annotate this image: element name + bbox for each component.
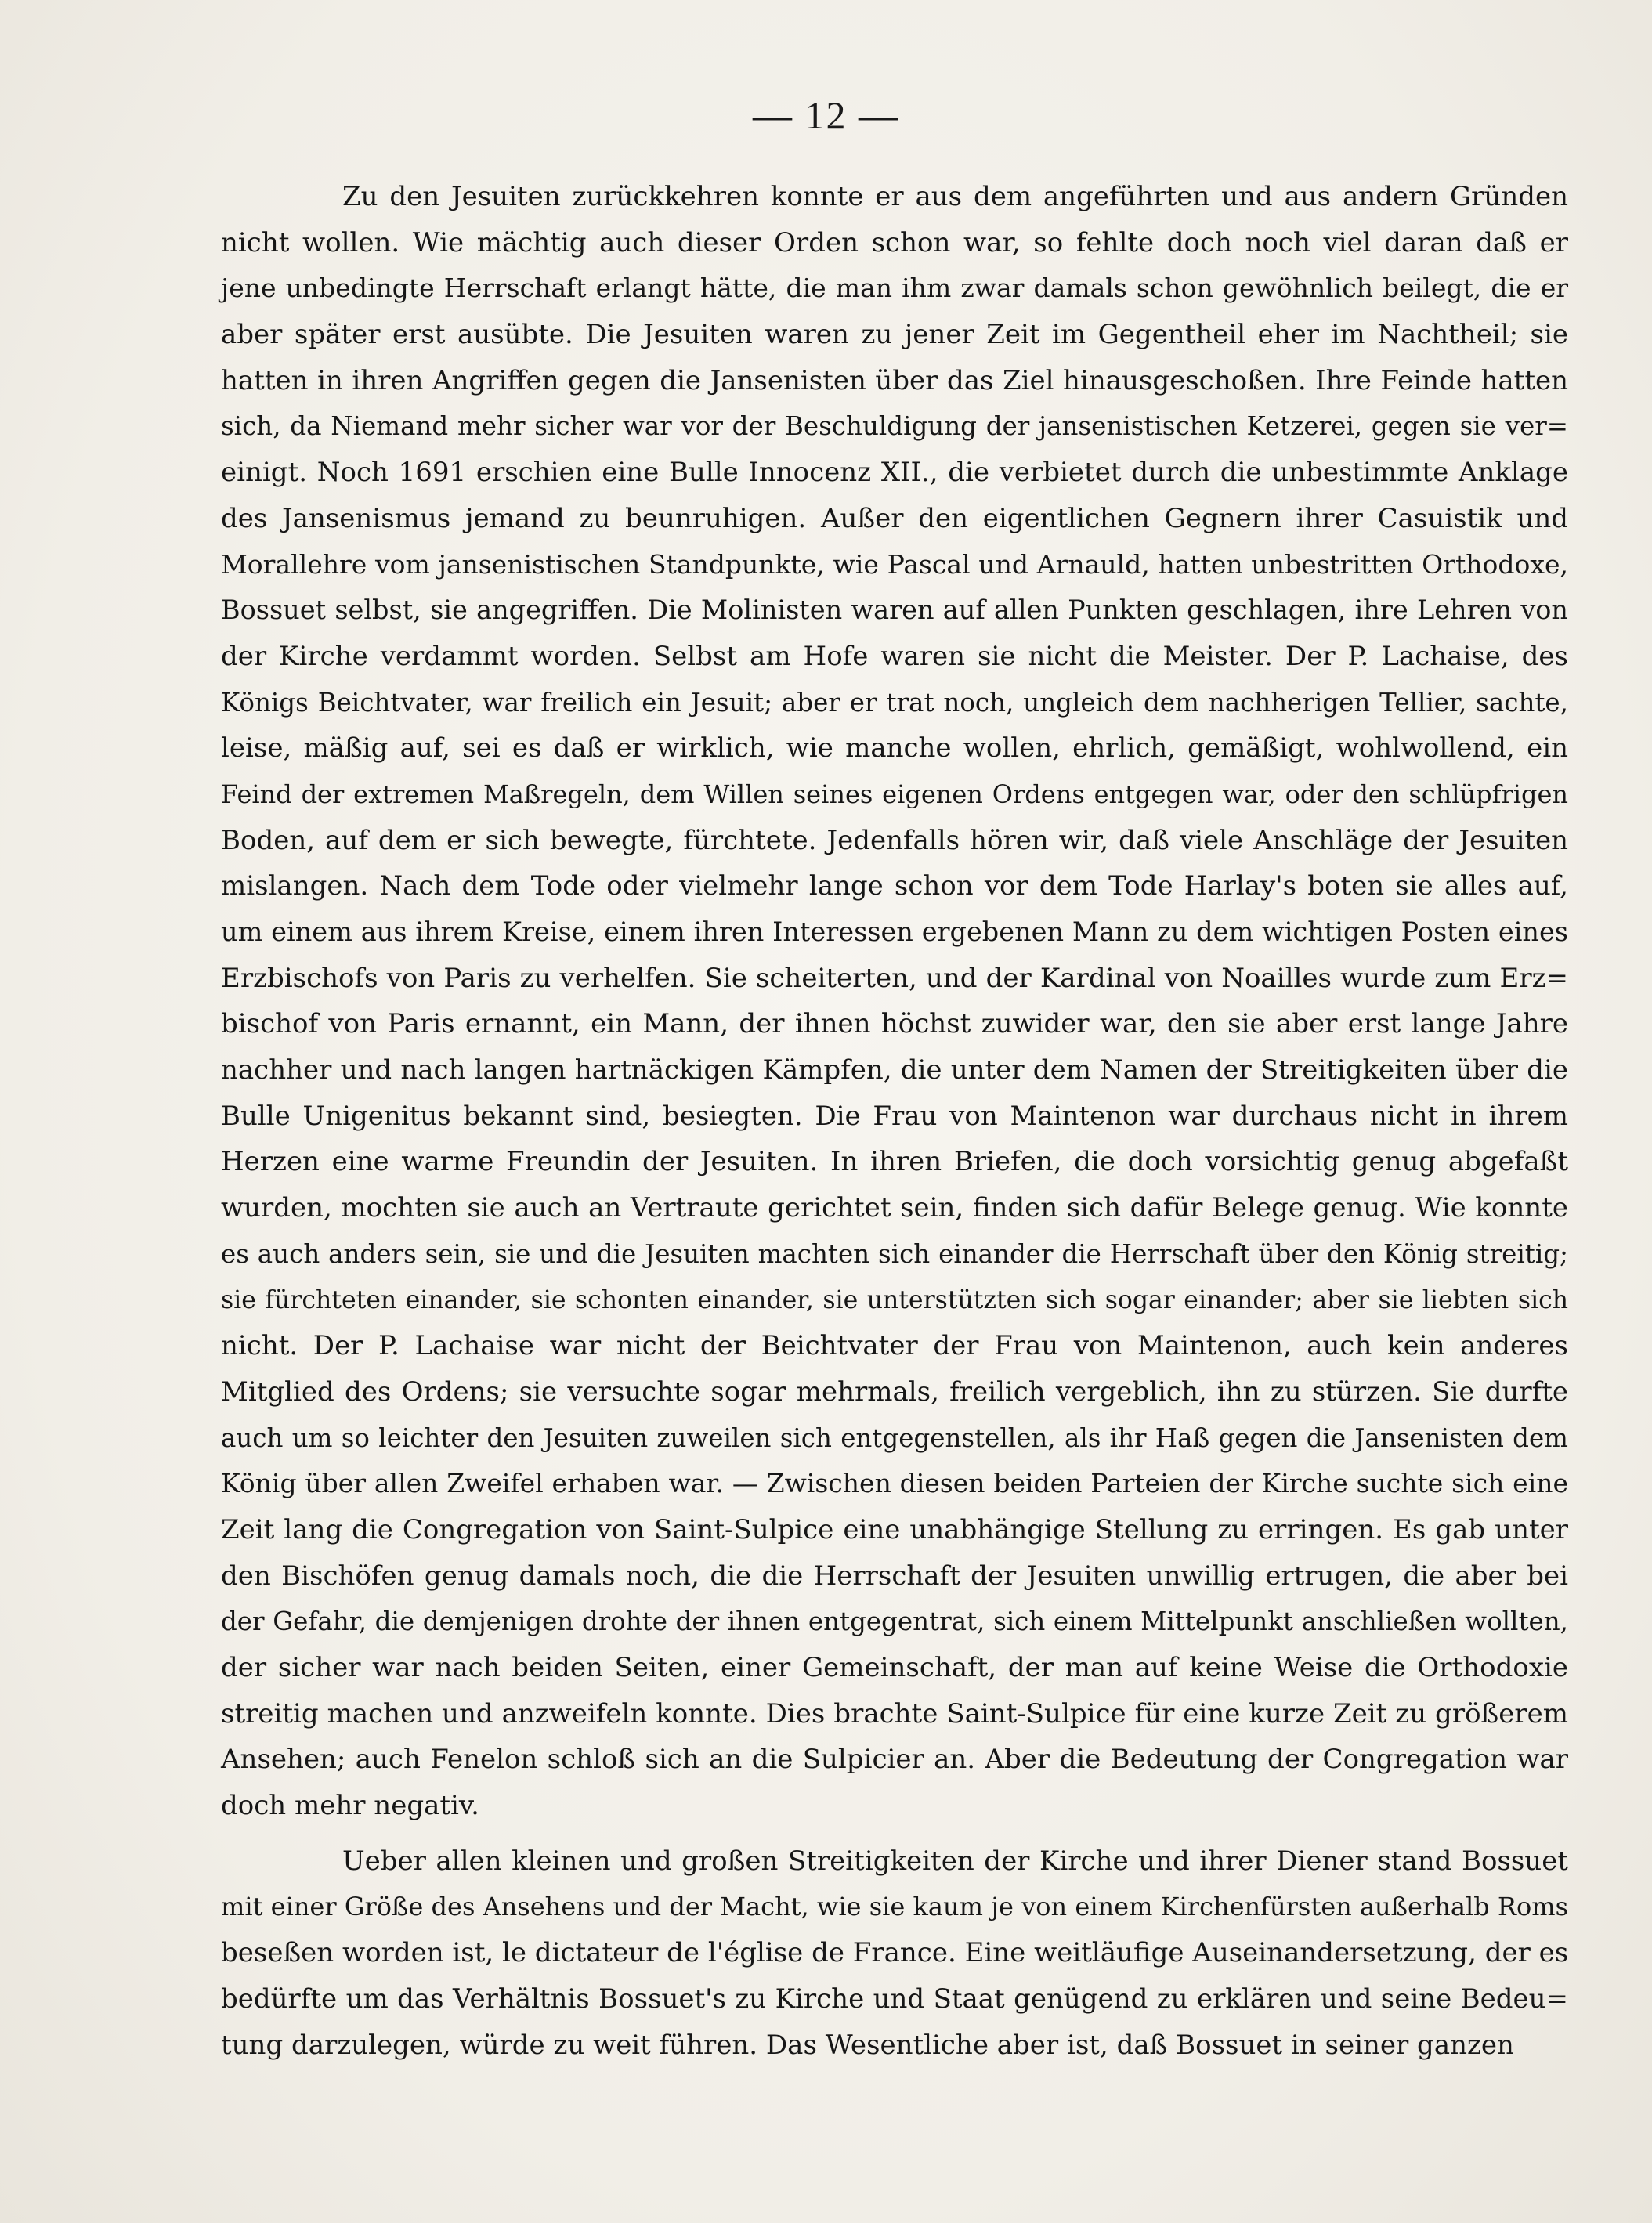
text-line: um einem aus ihrem Kreise, einem ihren Interessen ergebenen Mann zu dem wichtigen Posten eines (221, 916, 1568, 947)
text-line: es auch anders sein, sie und die Jesuiten machten sich einander die Herrschaft über den König streitig; (221, 1238, 1568, 1269)
text-line: Zeit lang die Congregation von Saint-Sulpice eine unabhängige Stellung zu erringen. Es gab unter (221, 1513, 1568, 1545)
text-line: nachher und nach langen hartnäckigen Kämpfen, die unter dem Namen der Streitigkeiten über die (221, 1054, 1568, 1086)
text-line: beseßen worden ist, le dictateur de l'église de France. Eine weitläufige Auseinandersetzung, der es (221, 1937, 1569, 1969)
text-line: den Bischöfen genug damals noch, die die Herrschaft der Jesuiten unwillig ertrugen, die aber bei (221, 1560, 1568, 1592)
text-line: bedürfte um das Verhältnis Bossuet's zu Kirche und Staat genügend zu erklären und seine Bedeu= (221, 1983, 1568, 2015)
text-line: bischof von Paris ernannt, ein Mann, der ihnen höchst zuwider war, den sie aber erst lange Jahre (221, 1008, 1568, 1040)
text-line: Königs Beichtvater, war freilich ein Jesuit; aber er trat noch, ungleich dem nachherigen Tellier, sachte, (221, 687, 1568, 718)
text-line: nicht. Der P. Lachaise war nicht der Beichtvater der Frau von Maintenon, auch kein anderes (221, 1330, 1568, 1362)
text-line: Mitglied des Ordens; sie versuchte sogar mehrmals, freilich vergeblich, ihn zu stürzen. Sie durfte (221, 1375, 1568, 1408)
text-line: der sicher war nach beiden Seiten, einer Gemeinschaft, der man auf keine Weise die Orthodoxie (221, 1652, 1568, 1683)
text-line: Ueber allen kleinen und großen Streitigkeiten der Kirche und ihrer Diener stand Bossuet (342, 1845, 1568, 1877)
text-line: Bossuet selbst, sie angegriffen. Die Molinisten waren auf allen Punkten geschlagen, ihre Lehren von (221, 595, 1568, 626)
text-line: streitig machen und anzweifeln konnte. Dies brachte Saint-Sulpice für eine kurze Zeit zu größerem (221, 1697, 1568, 1730)
text-line: doch mehr negativ. (221, 1790, 479, 1822)
text-line: einigt. Noch 1691 erschien eine Bulle Innocenz XII., die verbietet durch die unbestimmte Anklage (221, 457, 1568, 489)
text-line: auch um so leichter den Jesuiten zuweilen sich entgegenstellen, als ihr Haß gegen die Jansenisten dem (221, 1422, 1568, 1453)
text-line: Erzbischofs von Paris zu verhelfen. Sie scheiterten, und der Kardinal von Noailles wurde zum Erz= (221, 962, 1568, 994)
text-line: des Jansenismus jemand zu beunruhigen. Außer den eigentlichen Gegnern ihrer Casuistik und (221, 502, 1568, 534)
text-line: Zu den Jesuiten zurückkehren konnte er aus dem angeführten und aus andern Gründen (342, 181, 1568, 212)
text-line: mit einer Größe des Ansehens und der Macht, wie sie kaum je von einem Kirchenfürsten außerhalb Roms (221, 1892, 1568, 1922)
text-line: wurden, mochten sie auch an Vertraute gerichtet sein, finden sich dafür Belege genug. Wie konnte (221, 1192, 1568, 1224)
text-line: sie fürchteten einander, sie schonten einander, sie unterstützten sich sogar einander; aber sie liebten sich (221, 1285, 1568, 1314)
text-line: Ansehen; auch Fenelon schloß sich an die Sulpicier an. Aber die Bedeutung der Congregation war (221, 1744, 1568, 1776)
body-text (221, 174, 1568, 2068)
text-line: hatten in ihren Angriffen gegen die Jansenisten über das Ziel hinausgeschoßen. Ihre Feinde hatten (221, 364, 1568, 396)
paragraph-2 (221, 1838, 1568, 2068)
text-line: mislangen. Nach dem Tode oder vielmehr lange schon vor dem Tode Harlay's boten sie alles auf, (221, 870, 1568, 902)
text-line: nicht wollen. Wie mächtig auch dieser Orden schon war, so fehlte doch noch viel daran daß er (221, 226, 1568, 258)
text-line: König über allen Zweifel erhaben war. — Zwischen diesen beiden Parteien der Kirche suchte sich eine (221, 1468, 1568, 1499)
text-line: leise, mäßig auf, sei es daß er wirklich, wie manche wollen, ehrlich, gemäßigt, wohlwollend, ein (221, 732, 1568, 764)
text-line: Morallehre vom jansenistischen Standpunkte, wie Pascal und Arnauld, hatten unbestritten Orthodoxe, (221, 548, 1568, 580)
text-line: jene unbedingte Herrschaft erlangt hätte, die man ihm zwar damals schon gewöhnlich beilegt, die er (221, 273, 1568, 304)
text-line: sich, da Niemand mehr sicher war vor der Beschuldigung der jansenistischen Ketzerei, gegen sie ver= (221, 411, 1568, 442)
paragraph-gap (221, 1829, 1568, 1838)
page-number: — 12 — (753, 93, 899, 137)
text-line: Bulle Unigenitus bekannt sind, besiegten. Die Frau von Maintenon war durchaus nicht in ihrem (221, 1100, 1568, 1132)
text-line: der Kirche verdammt worden. Selbst am Hofe waren sie nicht die Meister. Der P. Lachaise, des (221, 640, 1568, 672)
text-line: aber später erst ausübte. Die Jesuiten waren zu jener Zeit im Gegentheil eher im Nachtheil; sie (221, 319, 1568, 351)
paragraph-1 (221, 174, 1568, 1829)
text-line: Feind der extremen Maßregeln, dem Willen seines eigenen Ordens entgegen war, oder den schlüpfrigen (221, 779, 1568, 809)
text-line: Boden, auf dem er sich bewegte, fürchtete. Jedenfalls hören wir, daß viele Anschläge der Jesuiten (221, 824, 1568, 856)
text-line: Herzen eine warme Freundin der Jesuiten. In ihren Briefen, die doch vorsichtig genug abgefaßt (221, 1146, 1568, 1178)
text-line: der Gefahr, die demjenigen drohte der ihnen entgegentrat, sich einem Mittelpunkt anschließen wollten, (221, 1607, 1568, 1637)
text-line: tung darzulegen, würde zu weit führen. Das Wesentliche aber ist, daß Bossuet in seiner ganzen (221, 2029, 1514, 2061)
